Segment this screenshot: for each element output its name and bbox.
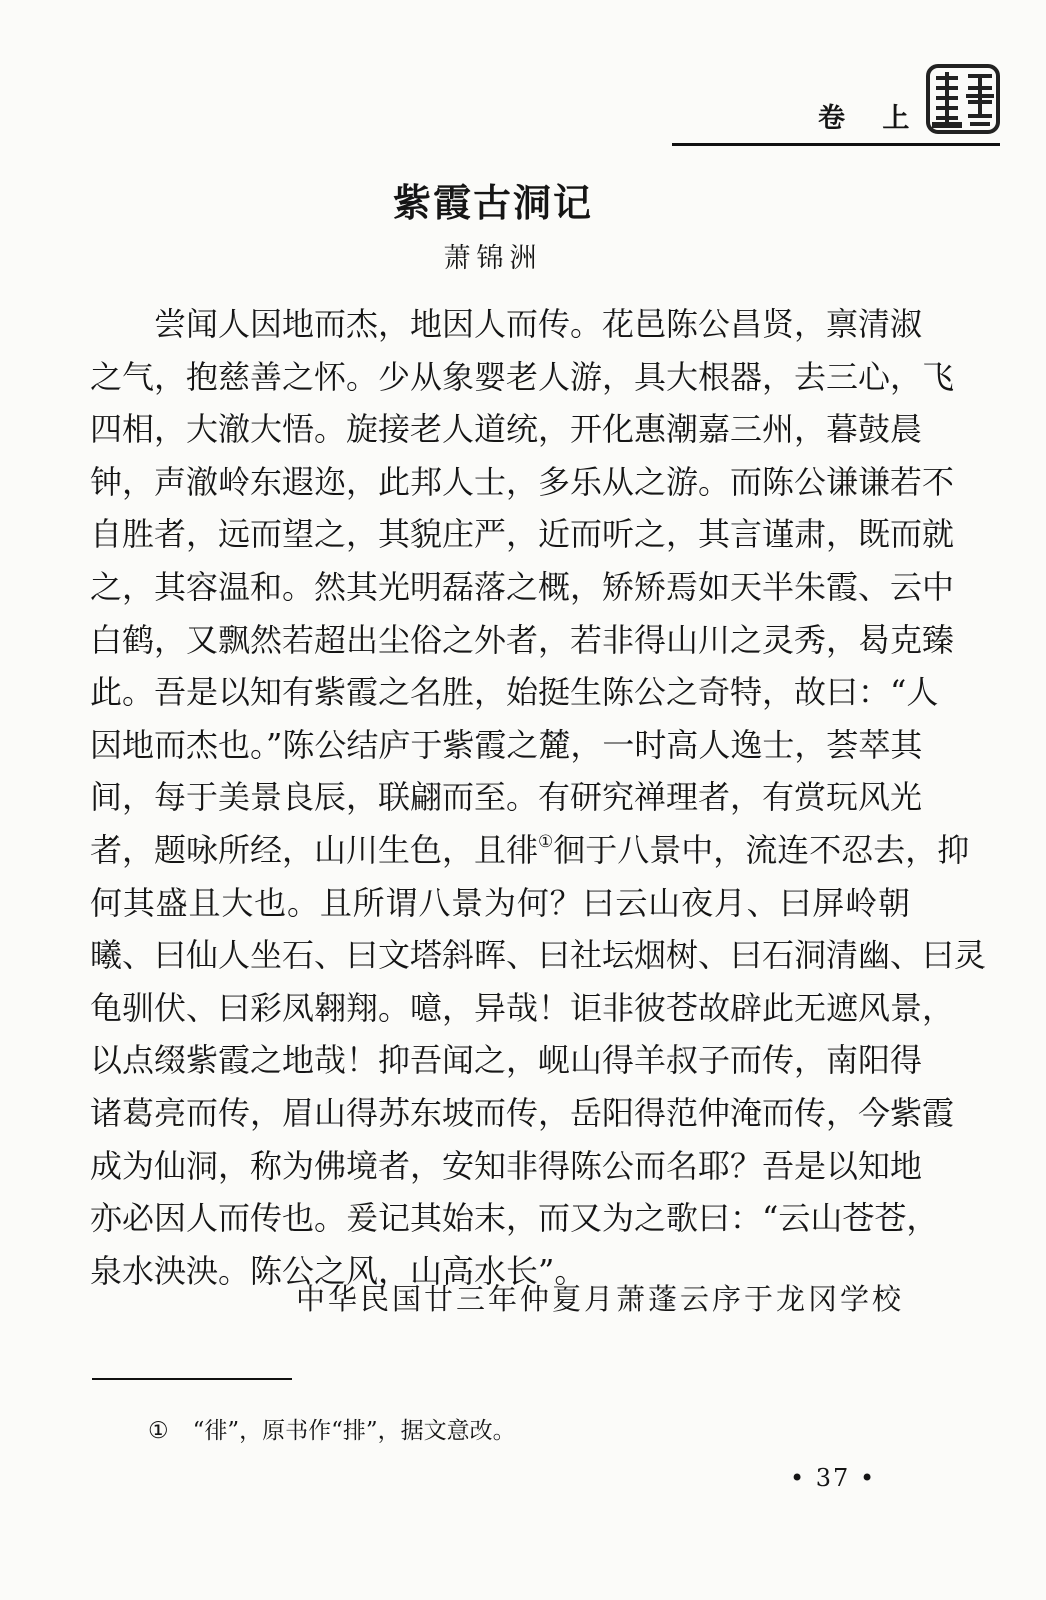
- body-line: 四相，大澈大悟。旋接老人道统，开化惠潮嘉三州，暮鼓晨: [90, 410, 923, 449]
- body-line: 诸葛亮而传，眉山得苏东坡而传，岳阳得范仲淹而传，今紫霞: [90, 1093, 955, 1132]
- body-line: 曦、曰仙人坐石、曰文塔斜晖、曰社坛烟树、曰石洞清幽、曰灵: [90, 936, 987, 975]
- footnote: [148, 1412, 516, 1445]
- body-line: 何其盛且大也。且所谓八景为何？曰云山夜月、曰屏岭朝: [90, 883, 910, 922]
- body-line: 龟驯伏、曰彩凤翱翔。噫，异哉！讵非彼苍故辟此无遮风景，: [90, 988, 955, 1027]
- header-rule: [672, 143, 1000, 146]
- footnote-rule: [92, 1378, 292, 1380]
- body-line: 间，每于美景良辰，联翩而至。有研究禅理者，有赏玩风光: [90, 778, 923, 817]
- body-line: 因地而杰也。”陈公结庐于紫霞之麓，一时高人逸士，荟萃其: [90, 725, 923, 764]
- body-line: 之，其容温和。然其光明磊落之概，矫矫焉如天半朱霞、云中: [90, 567, 955, 606]
- body-line-part: 者，题咏所经，山川生色，且徘: [90, 830, 539, 869]
- body-line: 之气，抱慈善之怀。少从象婴老人游，具大根器，去三心，飞: [90, 357, 955, 396]
- footnote-marker: ①: [538, 831, 554, 852]
- body-line: 成为仙洞，称为佛境者，安知非得陈公而名耶？吾是以知地: [90, 1146, 923, 1185]
- running-header-section: 卷 上: [818, 103, 924, 134]
- body-line: 钟，声澈岭东遐迩，此邦人士，多乐从之游。而陈公谦谦若不: [90, 462, 955, 501]
- article-author: 萧锦洲: [443, 243, 543, 274]
- body-line: 以点缀紫霞之地哉！抑吾闻之，岘山得羊叔子而传，南阳得: [90, 1041, 923, 1080]
- body-line: 尝闻人因地而杰，地因人而传。花邑陈公昌贤，禀清淑: [154, 305, 923, 343]
- article-signature: 中华民国廿三年仲夏月萧蓬云序于龙冈学校: [295, 1282, 904, 1316]
- body-line: 自胜者，远而望之，其貌庄严，近而听之，其言谨肃，既而就: [90, 515, 955, 554]
- body-line: 泉水泱泱。陈公之风，山高水长”。: [90, 1251, 587, 1290]
- article-title: 紫霞古洞记: [392, 181, 593, 225]
- body-line: 亦必因人而传也。爰记其始末，而又为之歌曰：“云山苍苍，: [90, 1199, 939, 1238]
- decorative-seal-icon: [922, 58, 1004, 138]
- body-line: 白鹤，又飘然若超出尘俗之外者，若非得山川之灵秀，曷克臻: [90, 620, 955, 659]
- article-body: [90, 298, 987, 1297]
- body-line-with-note: [90, 824, 970, 877]
- footnote-text: “徘”，原书作“排”，据文意改。: [192, 1418, 516, 1444]
- body-line-part: 徊于八景中，流连不忍去，抑: [553, 830, 970, 869]
- page-number: • 37 •: [790, 1464, 877, 1492]
- body-line: 此。吾是以知有紫霞之名胜，始挺生陈公之奇特，故曰：“人: [90, 673, 939, 712]
- footnote-number: ①: [148, 1418, 169, 1444]
